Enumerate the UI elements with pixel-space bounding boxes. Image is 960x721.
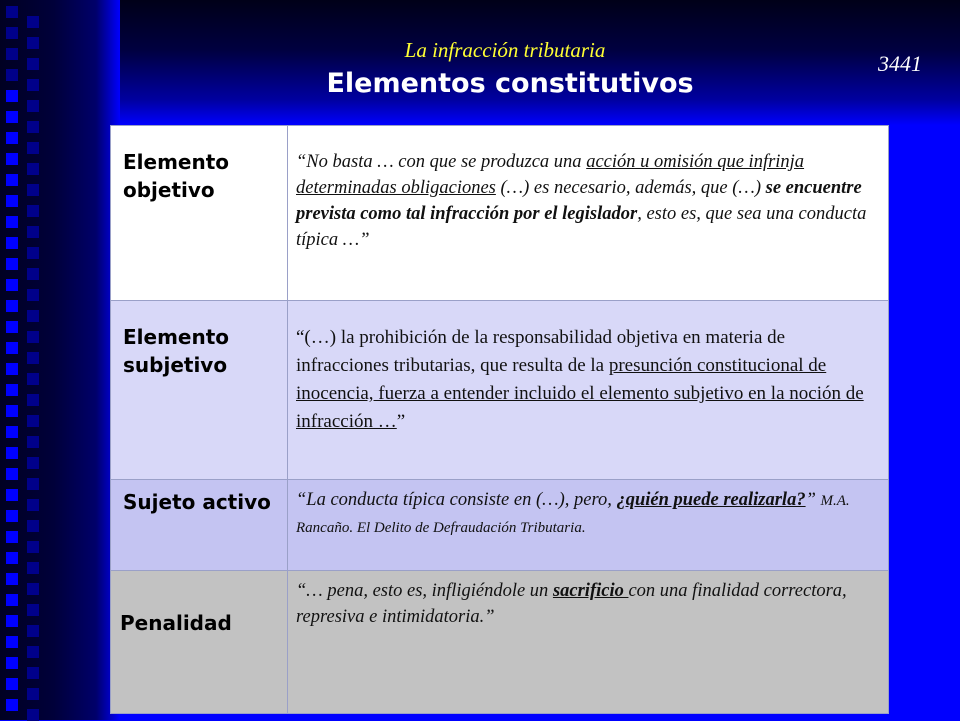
decorative-square	[6, 426, 18, 438]
decorative-square	[6, 321, 18, 333]
row-content	[288, 126, 889, 301]
table-row-penalidad	[111, 571, 889, 714]
decorative-square	[6, 279, 18, 291]
decorative-square	[6, 237, 18, 249]
decorative-square	[6, 615, 18, 627]
decorative-square	[27, 247, 39, 259]
underlined-bold-text: ¿quién puede realizarla?	[616, 490, 806, 510]
decorative-square	[6, 111, 18, 123]
decorative-square	[27, 310, 39, 322]
decorative-square	[27, 499, 39, 511]
underlined-bold-text: sacrificio	[552, 581, 629, 601]
row-label: Elemento objetivo	[111, 126, 288, 301]
decorative-square	[27, 268, 39, 280]
text-segment: ”	[805, 490, 821, 510]
citation: M.A. Rancaño. El Delito de Defraudación Tributaria.	[296, 493, 850, 536]
decorative-square	[6, 531, 18, 543]
text-segment: “(…) la prohibición de la responsabilidad objetiva en materia de infracciones tributarias, que resulta de la	[296, 327, 786, 376]
decorative-square	[27, 373, 39, 385]
bold-text: se encuentre prevista como tal infracción por el legislador	[296, 178, 862, 224]
decorative-square	[27, 289, 39, 301]
row-content	[288, 480, 889, 571]
decorative-square	[6, 132, 18, 144]
decorative-square	[27, 142, 39, 154]
decorative-square	[6, 552, 18, 564]
table-row-elemento-objetivo	[111, 126, 889, 301]
table-row-sujeto-activo	[111, 480, 889, 571]
decorative-square	[6, 258, 18, 270]
row-label: Sujeto activo	[111, 480, 288, 571]
decorative-square	[27, 100, 39, 112]
decorative-square	[27, 331, 39, 343]
decorative-square	[6, 657, 18, 669]
page-number: 3441	[878, 51, 922, 76]
decorative-square	[27, 688, 39, 700]
decorative-square	[27, 394, 39, 406]
decorative-square	[27, 709, 39, 721]
decorative-square	[6, 216, 18, 228]
decorative-square	[6, 447, 18, 459]
decorative-square	[27, 415, 39, 427]
decorative-square	[6, 405, 18, 417]
decorative-square	[6, 153, 18, 165]
row-label: Penalidad	[111, 571, 288, 714]
decorative-square	[27, 604, 39, 616]
decorative-square	[27, 226, 39, 238]
text-segment: “No basta … con que se produzca una	[296, 152, 587, 172]
decorative-square	[27, 436, 39, 448]
text-segment: (…) es necesario, además, que (…)	[495, 178, 766, 198]
row-content	[288, 571, 889, 714]
elements-table	[110, 125, 889, 714]
decorative-square	[27, 583, 39, 595]
decorative-square	[27, 562, 39, 574]
decorative-square	[27, 541, 39, 553]
slide-subtitle: La infracción tributaria	[404, 38, 606, 62]
row-label: Elemento subjetivo	[111, 301, 288, 480]
text-segment: ”	[396, 411, 406, 432]
text-segment: “La conducta típica consiste en (…), pero,	[296, 490, 617, 510]
text-segment: con una finalidad correctora, represiva e intimidatoria.”	[296, 581, 847, 627]
underlined-text: presunción constitucional de inocencia, fuerza a entender incluido el elemento subjetivo en la noción de infracción …	[296, 355, 864, 432]
decorative-square	[6, 699, 18, 711]
decorative-square	[27, 520, 39, 532]
text-segment: , esto es, que sea una conducta típica …”	[296, 204, 867, 250]
decorative-square	[6, 342, 18, 354]
decorative-square	[6, 384, 18, 396]
decorative-square	[6, 594, 18, 606]
row-content	[288, 301, 889, 480]
slide-title: Elementos constitutivos	[326, 68, 694, 99]
decorative-square	[27, 457, 39, 469]
text-segment: “… pena, esto es, infligiéndole un	[296, 581, 553, 601]
decorative-square	[6, 6, 18, 18]
decorative-square	[27, 667, 39, 679]
decorative-square	[6, 510, 18, 522]
decorative-square	[27, 121, 39, 133]
decorative-square	[6, 363, 18, 375]
decorative-square	[6, 636, 18, 648]
decorative-square	[27, 205, 39, 217]
decorative-square	[6, 195, 18, 207]
decorative-square	[6, 573, 18, 585]
decorative-squares	[0, 0, 40, 720]
decorative-square	[27, 646, 39, 658]
decorative-square	[6, 678, 18, 690]
decorative-square	[6, 300, 18, 312]
decorative-square	[27, 625, 39, 637]
underlined-text: acción u omisión que infrinja determinadas obligaciones	[296, 152, 805, 198]
table-row-elemento-subjetivo	[111, 301, 889, 480]
decorative-square	[27, 163, 39, 175]
decorative-square	[27, 16, 39, 28]
decorative-square	[6, 468, 18, 480]
decorative-square	[27, 184, 39, 196]
decorative-square	[27, 352, 39, 364]
decorative-square	[6, 174, 18, 186]
decorative-square	[6, 489, 18, 501]
decorative-square	[27, 478, 39, 490]
